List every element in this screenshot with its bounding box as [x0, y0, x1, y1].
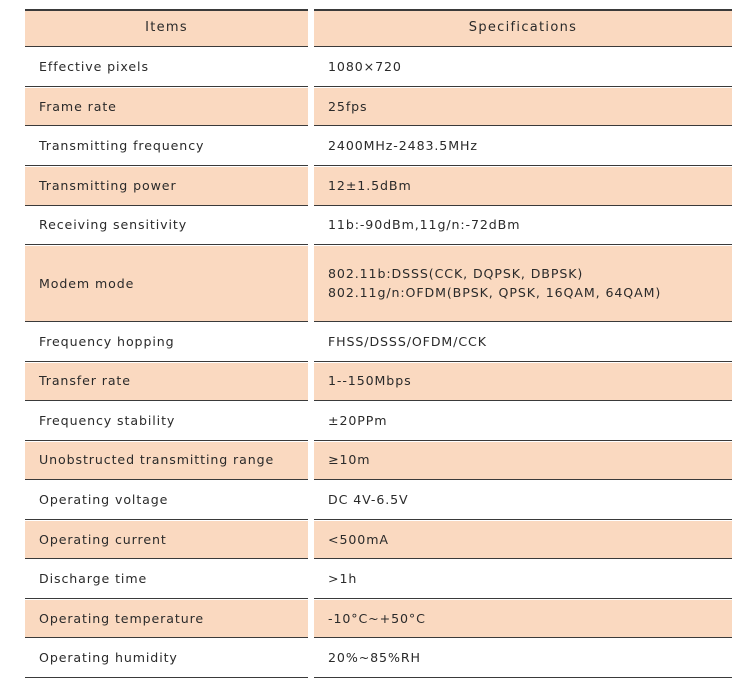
item-cell: Transfer rate: [25, 363, 308, 401]
spec-cell: 2400MHz-2483.5MHz: [314, 128, 732, 166]
item-cell: Operating temperature: [25, 600, 308, 638]
item-cell: Receiving sensitivity: [25, 207, 308, 245]
table-header-row: [25, 9, 732, 47]
table-row: [25, 442, 732, 480]
spec-cell: FHSS/DSSS/OFDM/CCK: [314, 323, 732, 361]
specifications-table: [25, 9, 732, 679]
spec-cell: 20%~85%RH: [314, 640, 732, 678]
spec-cell: 25fps: [314, 88, 732, 126]
table-row: [25, 49, 732, 87]
table-row: [25, 167, 732, 205]
table-row: [25, 521, 732, 559]
header-items: Items: [25, 9, 308, 47]
table-row: [25, 640, 732, 678]
spec-cell: -10°C~+50°C: [314, 600, 732, 638]
table-row: [25, 402, 732, 440]
item-cell: Discharge time: [25, 561, 308, 599]
table-row: [25, 88, 732, 126]
table-row: [25, 481, 732, 519]
spec-cell: 11b:-90dBm,11g/n:-72dBm: [314, 207, 732, 245]
spec-line: 802.11g/n:OFDM(BPSK, QPSK, 16QAM, 64QAM): [328, 284, 662, 300]
spec-cell: 1080×720: [314, 49, 732, 87]
spec-cell: DC 4V-6.5V: [314, 481, 732, 519]
spec-cell: >1h: [314, 561, 732, 599]
table-row: [25, 207, 732, 245]
item-cell: Operating humidity: [25, 640, 308, 678]
table-row: [25, 246, 732, 322]
spec-cell: <500mA: [314, 521, 732, 559]
item-cell: Modem mode: [25, 246, 308, 322]
item-cell: Transmitting frequency: [25, 128, 308, 166]
spec-cell: 12±1.5dBm: [314, 167, 732, 205]
item-cell: Effective pixels: [25, 49, 308, 87]
item-cell: Frame rate: [25, 88, 308, 126]
table-row: [25, 323, 732, 361]
spec-line: 802.11b:DSSS(CCK, DQPSK, DBPSK): [328, 266, 584, 282]
table-row: [25, 600, 732, 638]
table-row: [25, 363, 732, 401]
item-cell: Operating voltage: [25, 481, 308, 519]
item-cell: Frequency stability: [25, 402, 308, 440]
table-row: [25, 128, 732, 166]
spec-cell: ≥10m: [314, 442, 732, 480]
item-cell: Operating current: [25, 521, 308, 559]
spec-cell: ±20PPm: [314, 402, 732, 440]
item-cell: Transmitting power: [25, 167, 308, 205]
header-specifications: Specifications: [314, 9, 732, 47]
table-row: [25, 561, 732, 599]
spec-cell: [314, 246, 732, 322]
spec-cell: 1--150Mbps: [314, 363, 732, 401]
item-cell: Unobstructed transmitting range: [25, 442, 308, 480]
item-cell: Frequency hopping: [25, 323, 308, 361]
